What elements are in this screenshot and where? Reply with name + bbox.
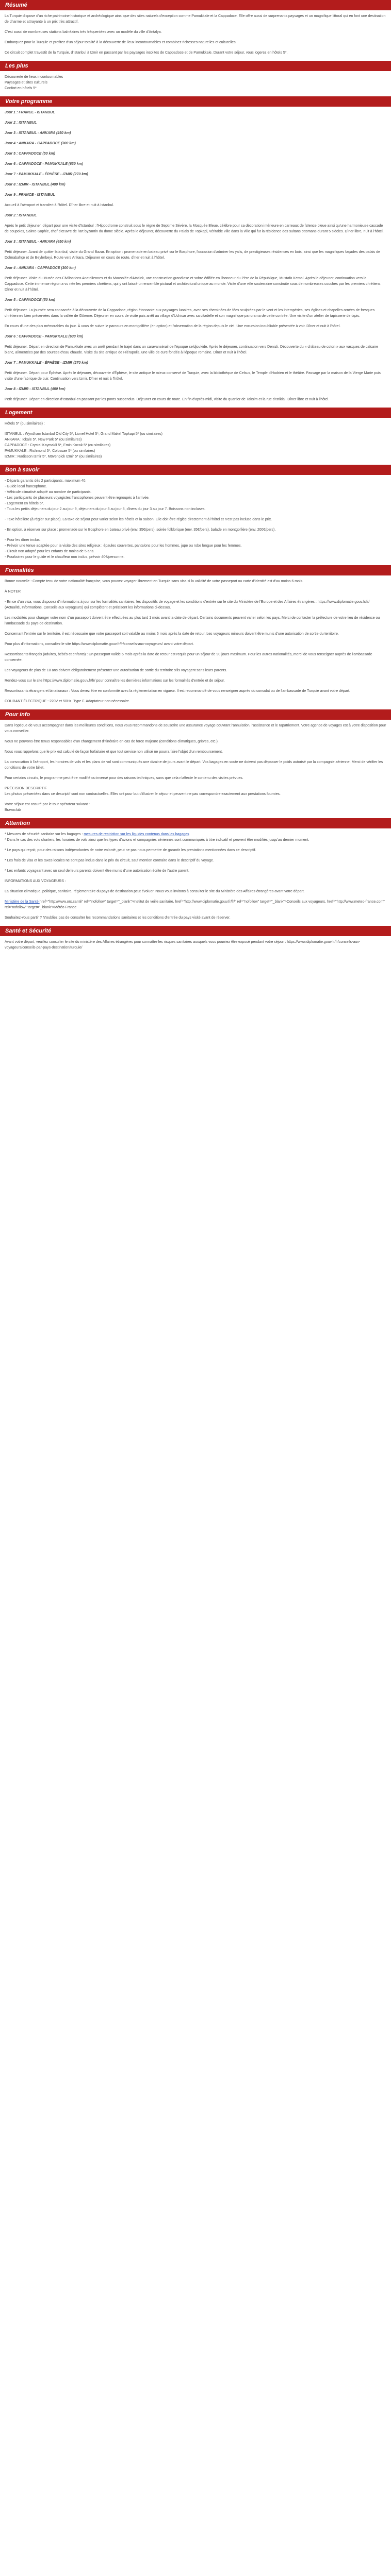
hotel-list: ISTANBUL : Wyndham Istanbul Old City 5*, Lionel Hotel 5*, Grand Makel Topkapi 5* (ou similaires) ANKARA : Ickale 5*, New Park 5* (ou similaires) CAPPADOCE : Crystal Kaymakli 5*, Emin Kocak 5* (ou similaires) PAMUKKALE : Richmond 5*, Colossae 5* (ou similaires) IZMIR : Radisson Izmir 5*, Mövenpick Izmir 5* (ou similaires) [5, 432, 162, 459]
paragraph: Rendez-vous sur le site https://www.diplomatie.gouv.fr/fr/ pour connaître les dernières informations sur les formalités d'entrée et de séjour. [5, 679, 225, 683]
paragraph: Souhaitez-vous partir ? N'oubliez pas de consulter les recommandations sanitaires et les conditions d'entrée du pays visité avant de réserver. [5, 916, 231, 920]
section-title: Votre programme [0, 96, 391, 107]
section-title: Bon à savoir [0, 465, 391, 475]
paragraph: Bonne nouvelle : Compte tenu de votre nationalité française, vous pouvez voyager librement en Turquie sans visa si la validité de votre passeport ou carte d'identité est d'au moins 6 mois. [5, 580, 303, 583]
paragraph: Nous ne pouvons être tenus responsables d'un changement d'itinéraire en cas de force majeure (conditions climatiques, grèves, etc.). [5, 740, 219, 743]
paragraph: Hôtels 5* (ou similaires) : [5, 422, 45, 426]
paragraph: Ressortissants étrangers et binationaux : Vous devez être en conformité avec la réglementation en vigueur. Il est recommandé de vous renseigner auprès du consulat ou de l'ambassade de Turquie avant votre départ. [5, 689, 350, 693]
section-title: Pour info [0, 709, 391, 720]
section-pour-info [0, 709, 391, 813]
paragraph: COURANT ÉLECTRIQUE : 220V et 50Hz. Type F. Adaptateur non nécessaire. [5, 700, 130, 703]
day-heading: Jour 4 : ANKARA - CAPPADOCE (300 km) [5, 142, 76, 145]
paragraph: Pour certains circuits, le programme peut être modifié ou inversé pour des raisons techniques, sans que cela n'affecte le contenu des visites prévues. [5, 776, 243, 780]
paragraph: Les voyageurs de plus de 18 ans doivent obligatoirement présenter une autorisation de sortie du territoire s'ils voyagent sans leurs parents. [5, 669, 227, 672]
day-heading: Jour 8 : IZMIR - ISTANBUL (480 km) [5, 387, 66, 391]
paragraph: C'est aussi de nombreuses stations balnéaires très fréquentées avec un modèle du ville d'Antalya. [5, 30, 162, 34]
section-attention [0, 818, 391, 921]
paragraph: Pour plus d'informations, consultez le site https://www.diplomatie.gouv.fr/fr/conseils-aux-voyageurs/ avant votre départ. [5, 642, 194, 646]
paragraph: La Turquie dispose d'un riche patrimoine historique et archéologique ainsi que des sites naturels d'exception comme Pamukkale et la Cappadoce. Elle offre aussi de surprenants paysages et un magnifique littoral qui en font une destination de charme et attrayante à un prix très attractif. [5, 14, 386, 24]
day-heading: Jour 6 : CAPPADOCE - PAMUKKALE (630 km) [5, 335, 84, 338]
section-title: Santé et Sécurité [0, 926, 391, 936]
plus-line: Paysages et sites culturels [5, 81, 47, 84]
ministry-health-link[interactable]: Ministère de la Santé [5, 900, 40, 904]
day-heading: Jour 7 : PAMUKKALE - ÉPHÈSE - IZMIR (270 km) [5, 361, 88, 365]
day-heading: Jour 5 : CAPPADOCE (50 km) [5, 298, 55, 302]
paragraph: À NOTER [5, 590, 21, 594]
paragraph: Nous vous rappelons que le prix est calculé de façon forfaitaire et que tout service non utilisé ne pourra faire l'objet d'un remboursement. [5, 750, 223, 754]
section-resume [0, 0, 391, 56]
paragraph: href="http://www.ors.santé" rel="nofollow" target="_blank">Institut de veille sanitaire, href="http://www.diplomatie.gouv.fr/fr/" rel="nofollow" target="_blank">Conseils aux voyageurs, href="http://www.meteo-france.com" rel="nofollow" target="_blank">Météo France [5, 900, 385, 909]
paragraph: Petit déjeuner. Départ pour Éphèse. Après le déjeuner, découverte d'Éphèse, le site antique le mieux conservé de Turquie, avec la bibliothèque de Celsus, le Temple d'Hadrien et le théâtre. Passage par la maison de la Vierge Marie puis visite d'une fabrique de cuir. Continuation vers Izmir. Dîner et nuit à l'hôtel. [5, 371, 381, 381]
section-bon-a-savoir [0, 465, 391, 560]
day-heading: Jour 6 : CAPPADOCE - PAMUKKALE (630 km) [5, 162, 84, 166]
paragraph: * Les frais de visa et les taxes locales ne sont pas inclus dans le prix du circuit, sauf mention contraire dans le descriptif du voyage. [5, 859, 214, 862]
day-heading: Jour 3 : ISTANBUL - ANKARA (450 km) [5, 240, 71, 244]
plus-line: Confort en hôtels 5* [5, 87, 37, 90]
paragraph: Embarquez pour la Turquie et profitez d'un séjour totalité à la découverte de lieux incontournables et combinez richesses naturelles et culturelles. [5, 41, 237, 44]
section-title: Résumé [0, 0, 391, 10]
paragraph: Ce circuit complet travestit de la Turquie, d'Istanbul à Izmir en passant par les paysages insolites de Cappadoce et de Pamukkale. Durant votre séjour, vous logerez en hôtels 5*. [5, 51, 288, 55]
paragraph: - Départs garantis dès 2 participants, maximum 40. - Guide local francophone. - Véhicule climatisé adapté au nombre de participants. - Les participants de plusieurs voyagistes francophones peuvent être regroupés à l'arrivée. - Logement en hôtels 5*. - Tous les petits déjeuners du jour 2 au jour 9, déjeuners du jour 3 au jour 8, dîners du jour 3 au jour 7. Boissons non incluses. [5, 479, 206, 511]
section-title: Logement [0, 408, 391, 418]
paragraph: Accueil à l'aéroport et transfert à l'hôtel. Dîner libre et nuit à Istanbul. [5, 204, 115, 207]
paragraph: Petit déjeuner. Visite du Musée des Civilisations Anatoliennes et du Mausolée d'Atatürk, une construction grandiose et sobre édifiée en l'honneur du Père de la République, Mustafa Kemal. Après le déjeuner, continuation vers la Cappadoce. Cette immense région a vu née les premiers chrétiens, qui y ont laissé un ensemble pictural et architectural unique au monde. Visite d'une ville souterraine construite sous de nombreuses couches par les premiers chrétiens. Dîner et nuit à l'hôtel. [5, 277, 382, 292]
paragraph: La convocation à l'aéroport, les horaires de vols et les plans de vol sont communiqués une dizaine de jours avant le départ. Vos bagages en soute ne doivent pas dépasser le poids autorisé par la compagnie aérienne. Merci de vérifier les conditions de votre billet. [5, 760, 383, 770]
day-heading: Jour 2 : ISTANBUL [5, 121, 37, 125]
section-title: Attention [0, 818, 391, 828]
paragraph: - Pour les dîner inclus. - Prévoir une tenue adaptée pour la visite des sites religieux : épaules couvertes, pantalons pour les hommes, jupe ou robe longue pour les femmes. - Circuit non adapté pour les enfants de moins de 5 ans. - Pourboires pour le guide et le chauffeur non inclus, prévoir 40€/personne. [5, 538, 242, 559]
section-programme [0, 96, 391, 402]
paragraph: * Mesures de sécurité sanitaire sur les bagages : [5, 833, 84, 836]
day-heading: Jour 9 : FRANCE - ISTANBUL [5, 193, 55, 197]
section-title: Formalités [0, 565, 391, 575]
paragraph: En cours d'une des plus mémorables du jour. À vous de suivre le parcours en montgolfière (en option) et l'observation de la région depuis le ciel. Une excursion inoubliable présentée à voir. Dîner et nuit à l'hôtel. [5, 325, 341, 328]
paragraph: Concernant l'entrée sur le territoire, il est nécessaire que votre passeport soit valable au moins 6 mois après la date de retour. Les voyageurs mineurs doivent être munis d'une autorisation de sortie du territoire. [5, 632, 339, 636]
paragraph: Petit déjeuner. Avant de quitter Istanbul, visite du Grand Bazar. En option : promenade en bateau privé sur le Bosphore, l'occasion d'admirer les yalis, de prestigieuses résidences en bois, ainsi que les magnifiques façades des palais de Dolmabahçe et de Beylerbeyi. Route vers Ankara. Déjeuner en cours de route, dîner et nuit à l'hôtel. [5, 250, 380, 260]
liquids-restriction-link[interactable]: mesures de restriction sur les liquides contenus dans les bagages [84, 833, 189, 836]
paragraph: Petit déjeuner. La journée sera consacrée à la découverte de la Cappadoce, région étonnante aux paysages lunaires, avec ses cheminées de fées sculptées par le vent et les intempéries, ses églises et chapelles ornées de fresques chrétiennes bien préservées dans la vallée de Göreme. Déjeuner en cours de visite puis arrêt au village d'Uchisar avec sa citadelle et son magnifique panorama de cette contrée. Une visite d'un atelier de tapisserie de tapis. [5, 309, 375, 318]
paragraph: Petit déjeuner. Départ en direction de Pamukkale avec un arrêt pendant le trajet dans un caravansérail de l'époque seldjoukide. Après le déjeuner, continuation vers Denizli. Découverte du « château de coton » aux vasques de calcaire blanc, alimentées par des sources d'eau chaude. Visite du site antique de Hiérapolis, une ville de cure fondée à l'époque romaine. Dîner et nuit à l'hôtel. [5, 345, 378, 354]
paragraph: Avant votre départ, veuillez consulter le site du ministère des Affaires étrangères pour connaître les risques sanitaires auxquels vous pourriez être exposé pendant votre séjour : https://www.diplomatie.gouv.fr/fr/conseils-aux-voyageurs/conseils-par-pays-destination/turquie/ [5, 940, 361, 950]
paragraph: Les modalités pour changer votre nom d'un passeport doivent être effectuées au plus tard 1 mois avant la date de départ. Certains documents peuvent varier selon les pays. Merci de contacter la préfecture de votre lieu de résidence ou l'ambassade du pays de destination. [5, 616, 380, 625]
plus-line: Découverte de lieux incontournables [5, 75, 63, 79]
section-logement [0, 408, 391, 460]
section-title: Les plus [0, 61, 391, 71]
paragraph: - En option, à réserver sur place : promenade sur le Bosphore en bateau privé (env. 35€/pers), soirée folklorique (env. 35€/pers), balade en montgolfière (env. 200€/pers). [5, 528, 276, 532]
paragraph: PRÉCISION DESCRIPTIF Les photos présentées dans ce descriptif sont non contractuelles. Elles ont pour but d'illustrer le séjour et peuvent ne pas correspondre exactement aux prestations fournies. [5, 787, 281, 796]
paragraph: - En ce d'un visa, vous disposez d'informations à jour sur les formalités sanitaires, les dispositifs de voyage et les conditions d'entrée sur le site du Ministère de l'Europe et des Affaires étrangères : https://www.diplomatie.gouv.fr/fr/ (Actualité, Informations, Conseils aux voyageurs) qui complètent et précisent les informations ci-dessus. [5, 600, 370, 609]
paragraph: * Dans le cas des vols charters, les horaires de vols ainsi que les types d'avions et compagnies aériennes sont communiqués à titre indicatif et peuvent être modifiés jusqu'au dernier moment. [5, 838, 309, 842]
paragraph: - Taxe hôtelière (à régler sur place). La taxe de séjour peut varier selon les hôtels et la saison. Elle doit être réglée directement à l'hôtel et n'est pas incluse dans le prix. [5, 518, 272, 521]
section-sante [0, 926, 391, 951]
day-heading: Jour 8 : IZMIR - ISTANBUL (480 km) [5, 183, 66, 187]
paragraph: * Les enfants voyageant avec un seul de leurs parents doivent être munis d'une autorisation écrite de l'autre parent. [5, 869, 189, 873]
paragraph: Dans l'optique de vous accompagner dans les meilleures conditions, nous vous recommandons de souscrire une assurance voyage couvrant l'annulation, l'assistance et le rapatriement. Votre agence de voyages est à votre disposition pour vous conseiller. [5, 724, 386, 733]
paragraph: * Le pays qui reçoit, pour des raisons indépendantes de notre volonté, peut ne pas nous permettre de garantir les prestations mentionnées dans ce descriptif. [5, 849, 256, 852]
paragraph: INFORMATIONS AUX VOYAGEURS : [5, 879, 66, 883]
paragraph: Ressortissants français (adultes, bébés et enfants) : Un passeport valide 6 mois après la date de retour est requis pour un séjour de 90 jours maximum. Pour les autres nationalités, merci de vous renseigner auprès de l'ambassade concernée. [5, 653, 372, 662]
section-plus [0, 61, 391, 91]
paragraph: Petit déjeuner. Départ en direction d'Istanbul en passant par les ponts suspendus. Déjeuner en cours de route. En fin d'après-midi, visite du quartier de Taksim et la rue d'Istiklal. Dîner libre et nuit à l'hôtel. [5, 398, 330, 401]
day-heading: Jour 4 : ANKARA - CAPPADOCE (300 km) [5, 266, 76, 270]
paragraph: La situation climatique, politique, sanitaire, réglementaire du pays de destination peut évoluer. Nous vous invitons à consulter le site du Ministère des Affaires étrangères avant votre départ. [5, 890, 305, 893]
day-heading: Jour 1 : FRANCE - ISTANBUL [5, 111, 55, 114]
day-heading: Jour 2 : ISTANBUL [5, 214, 37, 217]
day-heading: Jour 5 : CAPPADOCE (50 km) [5, 152, 55, 156]
day-heading: Jour 3 : ISTANBUL - ANKARA (450 km) [5, 131, 71, 135]
section-formalites [0, 565, 391, 704]
paragraph: Après le petit déjeuner, départ pour une visite d'Istanbul : l'Hippodrome construit sous le règne de Septime Sévère, la Mosquée Bleue, célèbre pour sa décoration intérieure en carreaux de faïence bleue ainsi qu'une harmonieuse cascade de coupoles, Sainte-Sophie, chef d'œuvre de l'art byzantin du dome siècle. Après le déjeuner, découverte du Palais de Topkapi, véritable ville dans la ville qui fut la résidence des sultans ottomans durant 5 siècles. Dîner libre, nuit à l'hôtel. [5, 224, 384, 233]
paragraph: Votre séjour est assuré par le tour opérateur suivant : Bravoclub [5, 803, 90, 812]
day-heading: Jour 7 : PAMUKKALE - ÉPHÈSE - IZMIR (270 km) [5, 173, 88, 176]
